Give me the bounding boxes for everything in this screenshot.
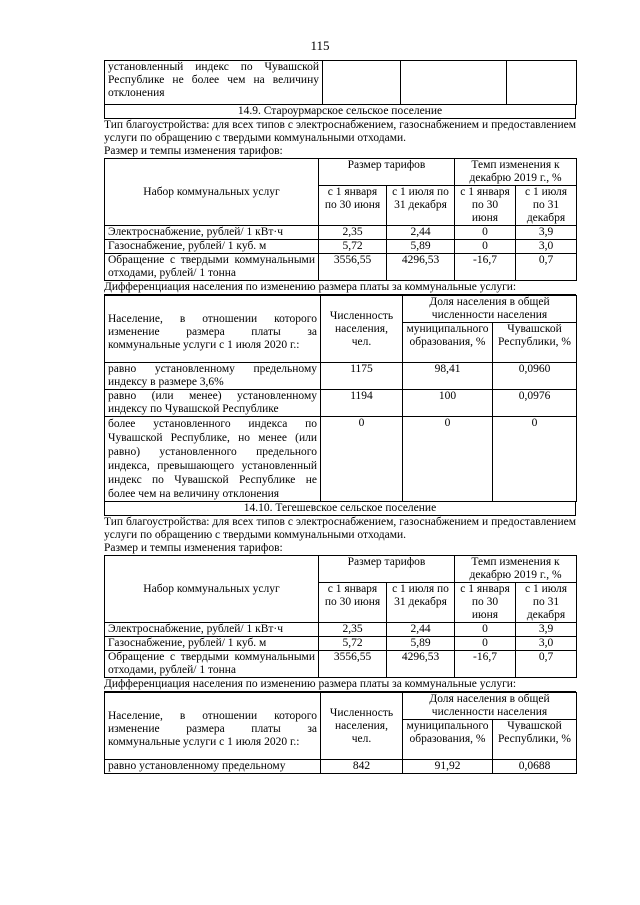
improvement-type-text: Тип благоустройства: для всех типов с электроснабжением, газоснабжением и предоставлением услуги по обращению с твердыми коммунальными отходами. xyxy=(104,516,576,541)
table-row xyxy=(105,363,577,390)
subheader-jan: с 1 января по 30 июня xyxy=(319,186,387,226)
tariffs-table xyxy=(104,555,577,678)
population-label-cell: равно установленному предельному xyxy=(105,760,321,774)
service-cell: Газоснабжение, рублей/ 1 куб. м xyxy=(105,637,319,651)
subheader-jan: с 1 января по 30 июня xyxy=(455,583,516,623)
header-change-rate: Темп изменения к декабрю 2019 г., % xyxy=(455,556,577,583)
table-cell xyxy=(401,61,507,105)
diff-caption: Дифференциация населения по изменению размера платы за коммунальные услуги: xyxy=(104,678,576,692)
tariff-jul-cell: 4296,53 xyxy=(387,651,455,678)
rate-jul-cell: 3,9 xyxy=(516,226,577,240)
table-row xyxy=(105,240,577,254)
tariff-jul-cell: 4296,53 xyxy=(387,254,455,281)
table-row xyxy=(105,390,577,417)
header-share: Доля населения в общей численности населения xyxy=(403,296,577,323)
count-cell: 0 xyxy=(321,417,403,502)
header-share: Доля населения в общей численности населения xyxy=(403,693,577,720)
improvement-type-text: Тип благоустройства: для всех типов с электроснабжением, газоснабжением и предоставлением услуги по обращению с твердыми коммунальными отходами. xyxy=(104,119,576,144)
header-tariff-size: Размер тарифов xyxy=(319,159,455,186)
subheader-jul: с 1 июля по 31 декабря xyxy=(516,583,577,623)
page-number: 115 xyxy=(310,38,330,53)
republic-share-cell: 0 xyxy=(493,417,577,502)
tariff-jan-cell: 3556,55 xyxy=(319,254,387,281)
republic-share-cell: 0,0960 xyxy=(493,363,577,390)
subheader-jan: с 1 января по 30 июня xyxy=(319,583,387,623)
tariff-jan-cell: 2,35 xyxy=(319,226,387,240)
count-cell: 1194 xyxy=(321,390,403,417)
rate-jul-cell: 0,7 xyxy=(516,254,577,281)
table-row xyxy=(105,226,577,240)
rate-jan-cell: 0 xyxy=(455,226,516,240)
rate-jul-cell: 3,0 xyxy=(516,637,577,651)
count-cell: 1175 xyxy=(321,363,403,390)
header-count: Численность населения, чел. xyxy=(321,693,403,760)
municipal-share-cell: 0 xyxy=(403,417,493,502)
population-label-cell: равно (или менее) установленному индексу по Чувашской Республике xyxy=(105,390,321,417)
subheader-jan: с 1 января по 30 июня xyxy=(455,186,516,226)
subheader-municipal: муниципального образования, % xyxy=(403,720,493,760)
service-cell: Электроснабжение, рублей/ 1 кВт·ч xyxy=(105,226,319,240)
rate-jul-cell: 3,0 xyxy=(516,240,577,254)
count-cell: 842 xyxy=(321,760,403,774)
population-label-cell: равно установленному предельному индексу в размере 3,6% xyxy=(105,363,321,390)
service-cell: Обращение с твердыми коммунальными отходами, рублей/ 1 тонна xyxy=(105,254,319,281)
table-cell xyxy=(507,61,577,105)
tariff-jan-cell: 5,72 xyxy=(319,637,387,651)
service-cell: Электроснабжение, рублей/ 1 кВт·ч xyxy=(105,623,319,637)
tariffs-caption: Размер и темпы изменения тарифов: xyxy=(104,542,283,554)
subheader-jul: с 1 июля по 31 декабря xyxy=(387,583,455,623)
diff-caption: Дифференциация населения по изменению размера платы за коммунальные услуги: xyxy=(104,281,576,295)
header-population: Население, в отношении которого изменение размера платы за коммунальные услуги с 1 июля 2020 г.: xyxy=(105,693,321,760)
subheader-municipal: муниципального образования, % xyxy=(403,323,493,363)
tariff-jul-cell: 5,89 xyxy=(387,240,455,254)
table-row xyxy=(105,651,577,678)
tariff-jan-cell: 2,35 xyxy=(319,623,387,637)
municipal-share-cell: 100 xyxy=(403,390,493,417)
municipal-share-cell: 98,41 xyxy=(403,363,493,390)
rate-jul-cell: 3,9 xyxy=(516,623,577,637)
rate-jan-cell: 0 xyxy=(455,637,516,651)
header-change-rate: Темп изменения к декабрю 2019 г., % xyxy=(455,159,577,186)
republic-share-cell: 0,0688 xyxy=(493,760,577,774)
header-population: Население, в отношении которого изменение размера платы за коммунальные услуги с 1 июля 2020 г.: xyxy=(105,296,321,363)
header-service: Набор коммунальных услуг xyxy=(105,556,319,623)
population-label-cell: более установленного индекса по Чувашской Республике, но менее (или равно) установленного предельного индекса, превышающего установленный индекс по Чувашской Республике не более чем на величину отклонения xyxy=(105,417,321,502)
service-cell: Газоснабжение, рублей/ 1 куб. м xyxy=(105,240,319,254)
tariff-jul-cell: 2,44 xyxy=(387,623,455,637)
population-diff-table xyxy=(104,692,577,774)
table-row xyxy=(105,623,577,637)
table-row xyxy=(105,760,577,774)
rate-jan-cell: 0 xyxy=(455,623,516,637)
table-row xyxy=(105,417,577,502)
rate-jan-cell: -16,7 xyxy=(455,254,516,281)
table-cell-label: установленный индекс по Чувашской Республике не более чем на величину отклонения xyxy=(105,61,323,105)
tariff-jul-cell: 5,89 xyxy=(387,637,455,651)
subheader-republic: Чувашской Республики, % xyxy=(493,323,577,363)
document-body xyxy=(104,60,576,774)
tariff-jul-cell: 2,44 xyxy=(387,226,455,240)
header-tariff-size: Размер тарифов xyxy=(319,556,455,583)
top-table-fragment xyxy=(104,60,577,105)
service-cell: Обращение с твердыми коммунальными отходами, рублей/ 1 тонна xyxy=(105,651,319,678)
table-row xyxy=(105,637,577,651)
rate-jan-cell: 0 xyxy=(455,240,516,254)
subheader-republic: Чувашской Республики, % xyxy=(493,720,577,760)
population-diff-table xyxy=(104,295,577,502)
rate-jan-cell: -16,7 xyxy=(455,651,516,678)
subheader-jul: с 1 июля по 31 декабря xyxy=(516,186,577,226)
tariff-jan-cell: 3556,55 xyxy=(319,651,387,678)
section-title: 14.10. Тегешевское сельское поселение xyxy=(104,502,576,515)
municipal-share-cell: 91,92 xyxy=(403,760,493,774)
tariff-jan-cell: 5,72 xyxy=(319,240,387,254)
subheader-jul: с 1 июля по 31 декабря xyxy=(387,186,455,226)
republic-share-cell: 0,0976 xyxy=(493,390,577,417)
table-row xyxy=(105,254,577,281)
rate-jul-cell: 0,7 xyxy=(516,651,577,678)
header-count: Численность населения, чел. xyxy=(321,296,403,363)
section-title: 14.9. Староурмарское сельское поселение xyxy=(104,105,576,118)
tariffs-table xyxy=(104,158,577,281)
header-service: Набор коммунальных услуг xyxy=(105,159,319,226)
tariffs-caption: Размер и темпы изменения тарифов: xyxy=(104,145,283,157)
table-cell xyxy=(323,61,401,105)
